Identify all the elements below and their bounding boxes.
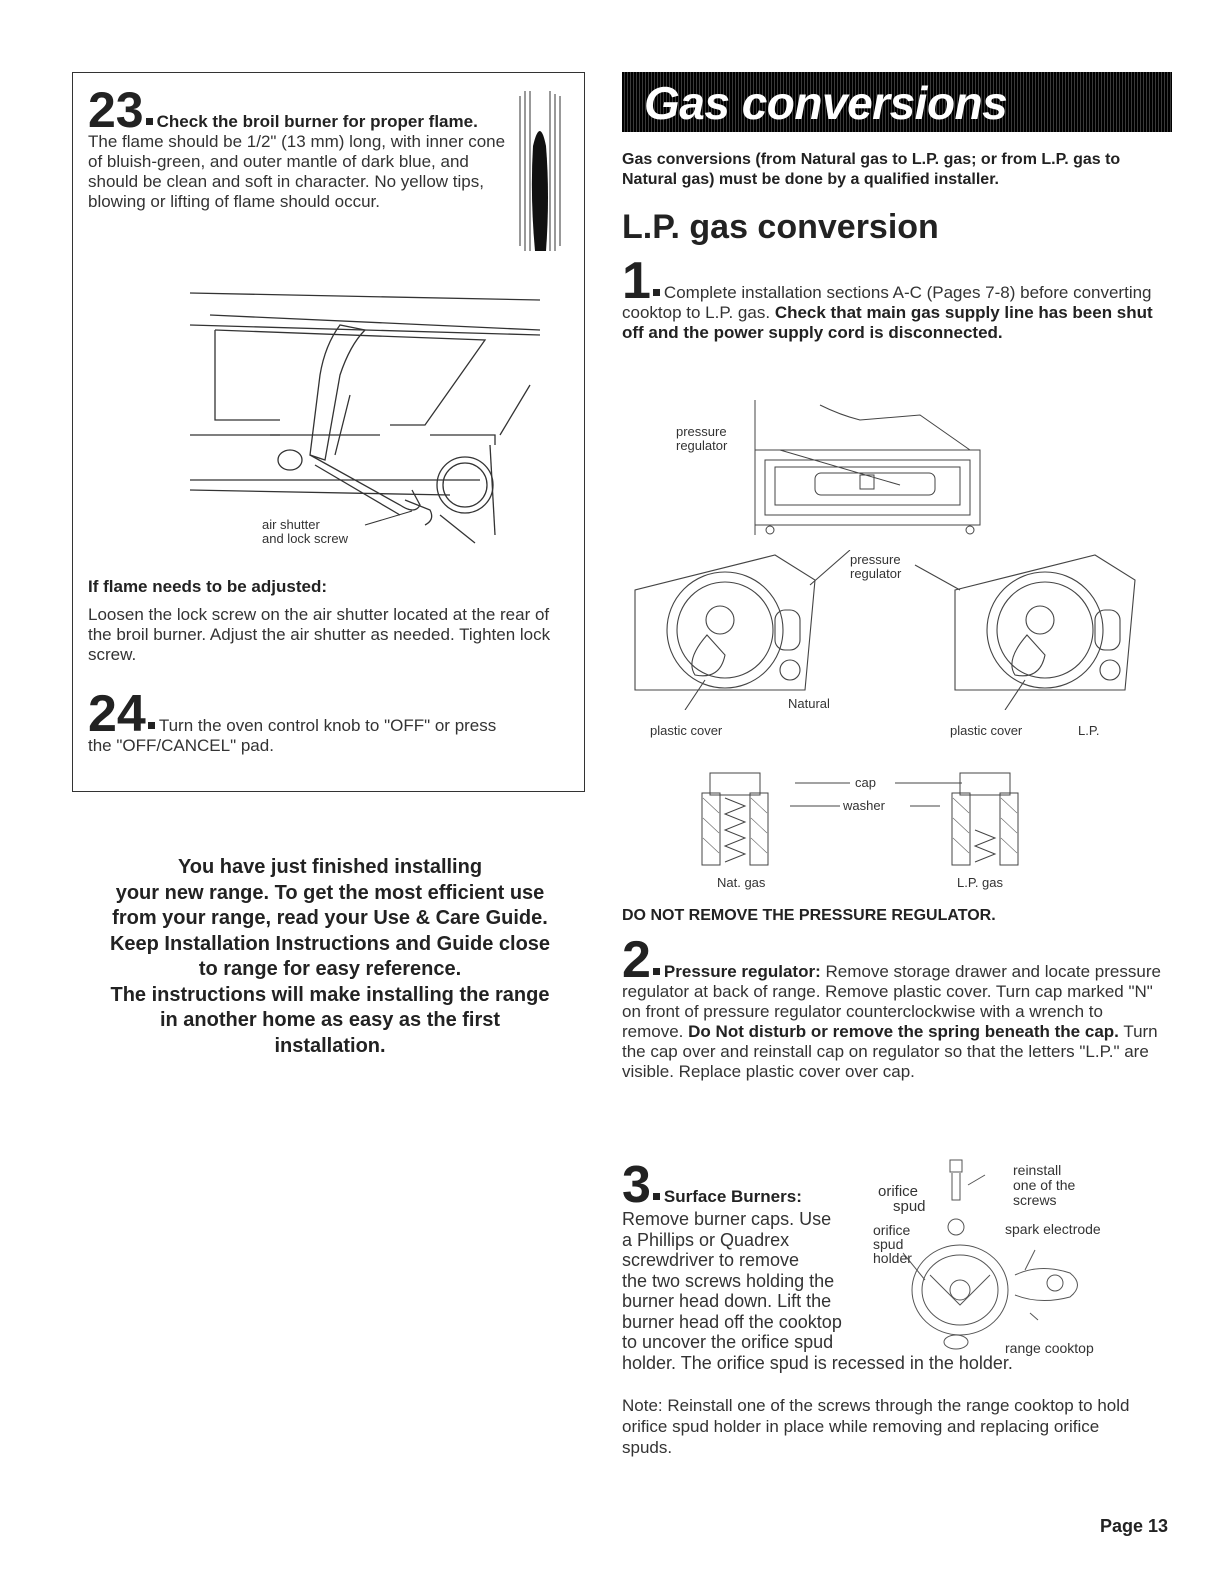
warning-text: DO NOT REMOVE THE PRESSURE REGULATOR. xyxy=(622,907,996,924)
bullet-icon xyxy=(653,289,660,296)
step-line: a Phillips or Quadrex xyxy=(622,1229,790,1250)
label-orifice-spud-holder xyxy=(873,1223,912,1265)
step-text: Turn the oven control knob to "OFF" or press xyxy=(158,716,497,735)
broil-burner-figure xyxy=(150,285,550,555)
step-3-note: Note: Reinstall one of the screws through the range cooktop to hold orifice spud holder in place while removing and replacing orifice spuds. xyxy=(622,1396,1130,1457)
closing-line: You have just finished installing xyxy=(177,856,483,878)
label-text: reinstall xyxy=(1013,1162,1062,1178)
lp-heading: L.P. gas conversion xyxy=(622,208,939,246)
step-heading: Surface Burners: xyxy=(663,1187,802,1206)
step-text: Turn the cap over and reinstall cap on regulator so that the letters "L.P." are visible. Replace plastic cover over cap. xyxy=(622,1022,1158,1081)
label-text: regulator xyxy=(850,566,902,581)
step-line: screwdriver to remove xyxy=(622,1250,800,1270)
label-reinstall-screws xyxy=(1013,1163,1075,1208)
label-lp: L.P. xyxy=(1078,723,1100,738)
label-air-shutter xyxy=(262,518,348,546)
step-text: the "OFF/CANCEL" pad. xyxy=(88,736,274,755)
step-line: burner head off the cooktop xyxy=(622,1311,842,1332)
label-lp-gas: L.P. gas xyxy=(957,875,1004,890)
label-range-cooktop: range cooktop xyxy=(1005,1340,1094,1356)
label-text: orifice xyxy=(878,1183,919,1200)
label-text: spud xyxy=(893,1198,926,1215)
closing-line: The instructions will make installing the range xyxy=(110,983,550,1006)
step-heading: Pressure regulator: xyxy=(663,962,821,981)
label-plastic-cover-right: plastic cover xyxy=(950,723,1023,738)
step-3 xyxy=(622,1156,1013,1373)
closing-line: to range for easy reference. xyxy=(198,958,462,980)
step-number: 2 xyxy=(622,931,651,989)
step-1 xyxy=(622,252,1162,343)
label-washer: washer xyxy=(843,798,885,813)
bullet-icon xyxy=(653,1193,660,1200)
label-text: air shutter xyxy=(262,517,320,532)
label-text: one of the xyxy=(1013,1177,1076,1193)
label-plastic-cover-left: plastic cover xyxy=(650,723,723,738)
label-text: regulator xyxy=(676,438,728,453)
closing-line: in another home as easy as the first xyxy=(159,1009,501,1031)
label-text: holder xyxy=(873,1250,912,1266)
bullet-icon xyxy=(653,968,660,975)
section-banner xyxy=(622,72,1172,132)
label-text: pressure xyxy=(850,552,901,567)
step-line: burner head down. Lift the xyxy=(622,1291,832,1311)
label-text: screws xyxy=(1013,1192,1057,1208)
step-line: holder. The orifice spud is recessed in the holder. xyxy=(622,1352,1013,1373)
flame-illustration xyxy=(500,86,580,256)
label-cap: cap xyxy=(855,775,876,790)
adjust-text: Loosen the lock screw on the air shutter located at the rear of the broil burner. Adjust the air shutter as needed. Tighten lock screw. xyxy=(88,605,551,664)
step-text: Complete installation sections A-C (Pages 7-8) before converting cooktop to L.P. gas. xyxy=(622,283,1152,322)
bullet-icon xyxy=(146,118,153,125)
step-line: Remove burner caps. Use xyxy=(622,1209,832,1229)
step-bold-text: Check that main gas supply line has been shut off and the power supply cord is disconnected. xyxy=(622,303,1153,342)
label-text: pressure xyxy=(676,424,727,439)
label-spark-electrode: spark electrode xyxy=(1005,1221,1101,1237)
step-number: 24 xyxy=(88,685,146,743)
label-orifice-spud xyxy=(878,1184,926,1214)
label-nat-gas: Nat. gas xyxy=(717,875,766,890)
step-text: Remove storage drawer and locate pressure regulator at back of range. Remove plastic cover. Turn cap marked "N" on front of pressure regulator counterclockwise with a wrench to remove. xyxy=(622,962,1161,1041)
label-natural: Natural xyxy=(788,696,830,711)
step-24 xyxy=(88,685,573,756)
closing-line: Keep Installation Instructions and Guide close xyxy=(109,932,551,955)
banner-title: Gas conversions xyxy=(644,77,1008,129)
step-2 xyxy=(622,931,1162,1082)
label-text: spud xyxy=(873,1236,904,1252)
label-pressure-regulator-1 xyxy=(676,425,727,453)
bullet-icon xyxy=(148,722,155,729)
label-text: and lock screw xyxy=(262,531,348,546)
closing-line: your new range. To get the most efficient use xyxy=(115,881,545,904)
closing-line: installation. xyxy=(274,1034,386,1057)
step-number: 1 xyxy=(622,252,651,310)
step-text: The flame should be 1/2" (13 mm) long, with inner cone of bluish-green, and outer mantle of dark blue, and should be clean and soft in character. No yellow tips, blowing or lifting of flame should occur. xyxy=(88,132,506,211)
range-drawer-figure xyxy=(740,395,1000,555)
step-bold-text: Do Not disturb or remove the spring beneath the cap. xyxy=(688,1022,1119,1041)
intro-text: Gas conversions (from Natural gas to L.P. gas; or from L.P. gas to Natural gas) must be done by a qualified installer. xyxy=(622,151,1121,188)
label-pressure-regulator-2 xyxy=(850,553,901,581)
page-number: Page 13 xyxy=(1100,1516,1169,1536)
step-number: 3 xyxy=(622,1156,651,1214)
label-text: orifice xyxy=(873,1222,911,1238)
closing-line: from your range, read your Use & Care Guide. xyxy=(112,907,548,929)
closing-message xyxy=(80,855,580,1059)
step-number: 23 xyxy=(88,82,144,138)
step-heading: Check the broil burner for proper flame. xyxy=(156,112,478,131)
adjust-heading: If flame needs to be adjusted: xyxy=(88,577,327,596)
step-line: the two screws holding the xyxy=(622,1270,835,1291)
step-23 xyxy=(88,82,508,212)
step-line: to uncover the orifice spud xyxy=(622,1332,834,1352)
